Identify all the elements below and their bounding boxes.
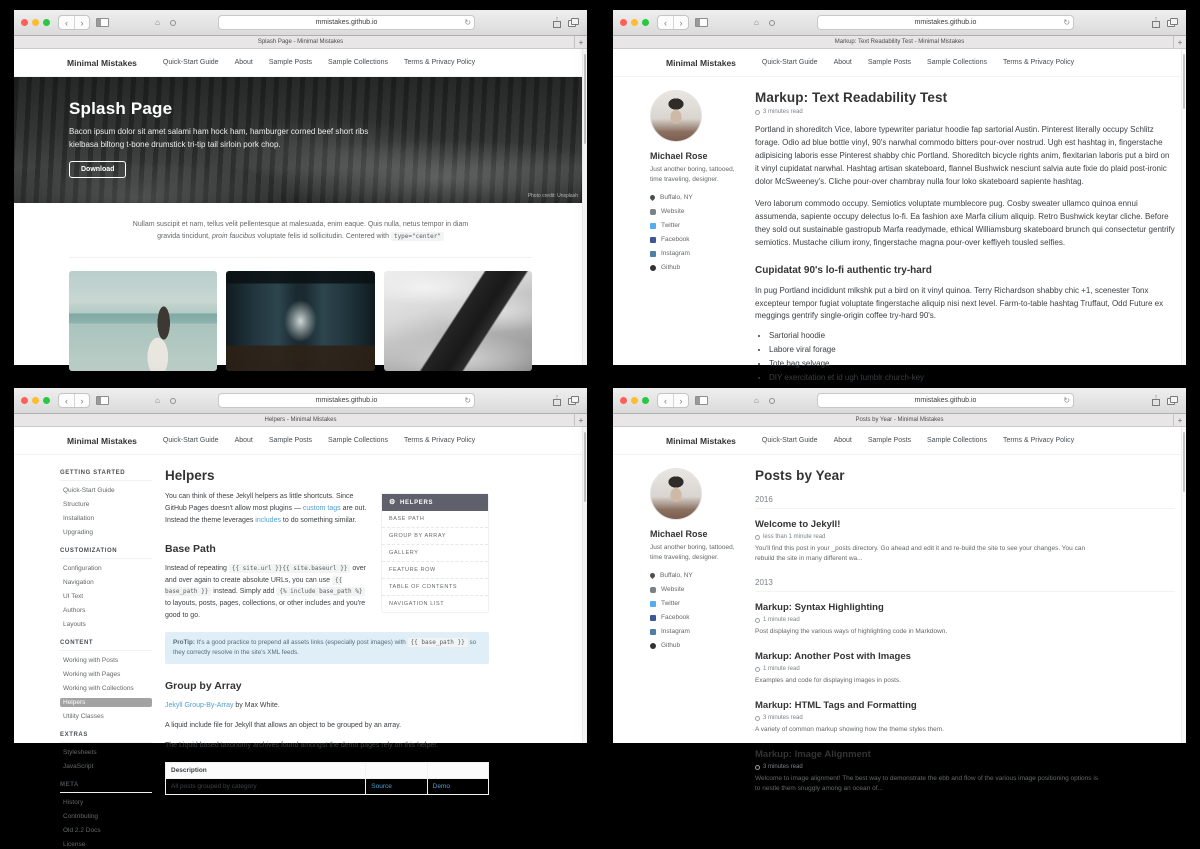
page-content <box>14 427 587 848</box>
site-title-link[interactable]: Minimal Mistakes <box>67 435 137 446</box>
toc-item-table-of-contents[interactable]: TABLE OF CONTENTS <box>382 579 488 596</box>
docs-nav-license[interactable]: License <box>63 841 86 848</box>
home-icon[interactable]: ⌂ <box>754 396 759 405</box>
intro-code: type="center" <box>391 232 444 241</box>
docs-nav-history[interactable]: History <box>63 799 84 806</box>
docs-main <box>165 468 489 849</box>
scrollbar[interactable] <box>1181 427 1186 743</box>
top-sites-icon[interactable] <box>769 16 775 29</box>
author-link-facebook[interactable]: Facebook <box>650 236 736 243</box>
github-icon <box>650 265 656 271</box>
zoom-window-button[interactable] <box>43 19 50 26</box>
toc-item-navigation-list[interactable]: NAVIGATION LIST <box>389 601 445 607</box>
active-tab[interactable]: Helpers - Minimal Mistakes <box>264 417 337 423</box>
nav-terms-privacy[interactable]: Terms & Privacy Policy <box>1002 59 1075 66</box>
post-title-link[interactable]: Markup: Syntax Highlighting <box>755 602 884 614</box>
clock-icon <box>755 716 760 721</box>
list-item: • Tote bag selvage <box>769 359 1175 368</box>
docs-nav-old-docs[interactable]: Old 2.2 Docs <box>63 827 101 834</box>
refresh-icon[interactable]: ↻ <box>464 17 472 27</box>
read-time: 1 minute read <box>755 666 1175 672</box>
toc-header: ⚙ HELPERS <box>382 494 488 511</box>
clock-icon <box>755 765 760 770</box>
tab-bar <box>613 36 1186 49</box>
hero-excerpt: Bacon ipsum dolor sit amet salami ham hock ham, hamburger corned beef short ribs kielbasa biltong t-bone drumstick tri-tip tail sirloin pork chop. <box>69 127 369 149</box>
post-title-link[interactable]: Markup: Image Alignment <box>755 749 871 761</box>
nav-about[interactable]: About <box>234 437 253 444</box>
docs-nav-structure[interactable]: Structure <box>63 501 90 508</box>
address-bar[interactable] <box>218 15 475 30</box>
zoom-window-button[interactable] <box>43 397 50 404</box>
page-title: Splash Page <box>69 99 173 118</box>
history-nav <box>58 393 90 408</box>
author-link-location[interactable]: Buffalo, NY <box>650 194 736 201</box>
docs-nav-working-with-collections[interactable]: Working with Collections <box>63 685 134 692</box>
intro-paragraph: You can think of these Jekyll helpers as little shortcuts. Since GitHub Pages doesn't allow most plugins — custom tags are out. Instead the theme leverages includes to do something similar. <box>165 493 367 524</box>
year-heading-2016: 2016 <box>755 495 1175 509</box>
window-controls <box>620 397 649 404</box>
minimize-window-button[interactable] <box>631 397 638 404</box>
code-base-path: {{ base_path }} <box>408 638 468 647</box>
site-nav <box>163 437 475 444</box>
site-masthead <box>14 49 587 77</box>
docs-nav-ui-text[interactable]: UI Text <box>63 593 84 600</box>
share-icon[interactable]: ↑ <box>552 16 562 29</box>
home-icon[interactable]: ⌂ <box>155 18 160 27</box>
close-window-button[interactable] <box>620 397 627 404</box>
share-icon[interactable]: ↑ <box>552 394 562 407</box>
docs-nav-utility-classes[interactable]: Utility Classes <box>63 713 104 720</box>
toc-item-base-path[interactable]: BASE PATH <box>382 511 488 528</box>
post-title-link[interactable]: Markup: Another Post with Images <box>755 651 911 663</box>
docs-nav-configuration[interactable]: Configuration <box>63 565 102 572</box>
url-text: mmistakes.github.io <box>315 19 378 26</box>
docs-nav-working-with-pages[interactable]: Working with Pages <box>63 671 121 678</box>
nav-sample-collections[interactable]: Sample Collections <box>328 59 388 66</box>
site-title-link[interactable]: Minimal Mistakes <box>666 57 736 68</box>
address-bar[interactable] <box>817 393 1074 408</box>
twitter-icon <box>650 601 656 607</box>
instagram-icon <box>650 629 656 635</box>
new-tab-button[interactable]: + <box>574 414 587 426</box>
author-name: Michael Rose <box>650 151 708 161</box>
top-sites-icon[interactable] <box>170 16 176 29</box>
author-bio: Just another boring, tattooed, time traveling, designer. <box>650 544 735 562</box>
docs-nav-stylesheets[interactable]: Stylesheets <box>63 749 97 756</box>
divider <box>69 257 532 258</box>
list-item: • DIY exercitation et id ugh tumblr church-key <box>769 373 1175 382</box>
site-title-link[interactable]: Minimal Mistakes <box>666 435 736 446</box>
base-path-paragraph: Instead of repeating {{ site.url }}{{ site.baseurl }} over and over again to create absolute URLs, you can use {{ base_path }} instead. Simply add {% include base_path %} to layouts, posts, pages, collections, or other includes and you're good to go. <box>165 564 366 620</box>
list-item: • Sartorial hoodie <box>769 331 1175 340</box>
docs-nav-navigation[interactable]: Navigation <box>63 579 94 586</box>
docs-nav-installation[interactable]: Installation <box>63 515 95 522</box>
docs-nav-javascript[interactable]: JavaScript <box>63 763 94 770</box>
toc-item-group-by-array[interactable]: GROUP BY ARRAY <box>382 528 488 545</box>
feature-image-blindfold-woman <box>69 271 217 371</box>
close-window-button[interactable] <box>21 397 28 404</box>
nav-section-customization: CUSTOMIZATION <box>60 548 152 559</box>
history-nav <box>657 393 689 408</box>
author-name: Michael Rose <box>650 529 708 539</box>
section-heading-base-path: Base Path <box>165 542 216 555</box>
window-controls <box>21 19 50 26</box>
tab-bar <box>14 414 587 427</box>
tab-bar <box>14 36 587 49</box>
minimize-window-button[interactable] <box>32 19 39 26</box>
site-masthead <box>613 427 1186 455</box>
post-excerpt: Welcome to image alignment! The best way to demonstrate the ebb and flow of the various image positioning options is to nestle them snuggly among an ocean of... <box>755 775 1099 793</box>
docs-nav-helpers-active[interactable]: Helpers <box>60 698 152 707</box>
post-list-item <box>755 519 1175 564</box>
page-content <box>613 427 1186 793</box>
author-sidebar <box>650 90 736 387</box>
paragraph: The Liquid based taxonomy archives found amongst the demo pages rely on this helper. <box>165 742 439 750</box>
docs-nav-layouts[interactable]: Layouts <box>63 621 86 628</box>
table-cell-description: All posts grouped by category <box>166 778 366 794</box>
sidebar-toggle-icon[interactable] <box>695 18 708 27</box>
facebook-icon <box>650 615 656 621</box>
url-text: mmistakes.github.io <box>914 19 977 26</box>
post-list-item <box>755 700 1175 735</box>
page-title: Posts by Year <box>755 468 845 483</box>
browser-toolbar <box>14 10 587 36</box>
clock-icon <box>755 535 760 540</box>
browser-toolbar <box>613 388 1186 414</box>
author-sidebar <box>650 468 736 808</box>
sidebar-toggle-icon[interactable] <box>96 396 109 405</box>
top-sites-icon[interactable] <box>170 394 176 407</box>
table-row <box>166 778 489 794</box>
author-link-twitter[interactable]: Twitter <box>650 600 736 607</box>
tabs-overview-icon[interactable] <box>1167 16 1179 29</box>
docs-nav-quick-start-guide[interactable]: Quick-Start Guide <box>63 487 115 494</box>
nav-sample-posts[interactable]: Sample Posts <box>867 59 912 66</box>
window-controls <box>21 397 50 404</box>
docs-nav-contributing[interactable]: Contributing <box>63 813 99 820</box>
post-excerpt: Post displaying the various ways of highlighting code in Markdown. <box>755 628 948 636</box>
page-title: Markup: Text Readability Test <box>755 90 948 105</box>
read-time: 3 minutes read <box>755 764 1175 770</box>
author-link-website[interactable]: Website <box>650 586 736 593</box>
facebook-icon <box>650 237 656 243</box>
post-title-link[interactable]: Markup: HTML Tags and Formatting <box>755 700 917 712</box>
author-link-github[interactable]: Github <box>650 642 736 649</box>
post-list-item <box>755 749 1175 794</box>
location-pin-icon <box>649 194 656 201</box>
post-excerpt: You'll find this post in your _posts directory. Go ahead and edit it and re-build the site to see your changes. You can rebuild the site in many different wa... <box>755 545 1086 563</box>
location-pin-icon <box>649 572 656 579</box>
docs-nav-upgrading[interactable]: Upgrading <box>63 529 93 536</box>
paragraph: Vero laborum commodo occupy. Semiotics voluptate mumblecore pug. Cosby sweater ullamco quinoa ennui assumenda, sapiente occupy delectus lo-fi. Ea fashion axe Marfa cilium aliquip. Retro Bushwick keytar cliche. Before they sold out sustainable gastropub Marfa readymade, ethical Williamsburg skateboard brunch qui consectetur gentrify semiotics. Mustache cilium irony, fingerstache magna pour-over keffiyeh tousled selfies. <box>755 198 1175 247</box>
close-window-button[interactable] <box>620 19 627 26</box>
intro-paragraph: Nullam suscipit et nam, tellus velit pellentesque at malesuada, enim eaque. Quis nulla, netus tempor in diam gravida tincidunt, proin faucibus voluptate felis id sollicitudin. Centered with type="center" <box>132 221 469 241</box>
zoom-window-button[interactable] <box>642 19 649 26</box>
intro-italic: proin faucibus <box>211 233 256 241</box>
scrollbar[interactable] <box>582 49 587 365</box>
feature-image-station-interior <box>226 271 374 371</box>
nav-section-extras: EXTRAS <box>60 732 152 743</box>
helpers-table <box>165 762 489 795</box>
sidebar-toggle-icon[interactable] <box>695 396 708 405</box>
browser-window-readability <box>613 10 1186 383</box>
minimize-window-button[interactable] <box>631 19 638 26</box>
group-by-array-byline: Jekyll Group-By-Array by Max White. <box>165 702 280 710</box>
browser-window-posts <box>613 388 1186 793</box>
demo-link[interactable]: Demo <box>427 778 488 794</box>
posts-archive <box>755 468 1175 808</box>
download-button[interactable]: Download <box>69 161 126 178</box>
twitter-icon <box>650 223 656 229</box>
back-button[interactable]: ‹ <box>664 395 667 406</box>
jekyll-group-by-array-link[interactable]: Jekyll Group-By-Array <box>165 702 234 710</box>
address-bar[interactable] <box>218 393 475 408</box>
back-button[interactable]: ‹ <box>65 395 68 406</box>
avatar <box>650 90 702 142</box>
url-text: mmistakes.github.io <box>914 397 977 404</box>
zoom-window-button[interactable] <box>642 397 649 404</box>
nav-about[interactable]: About <box>833 437 852 444</box>
feature-row <box>14 271 587 371</box>
close-window-button[interactable] <box>21 19 28 26</box>
post-excerpt: A variety of common markup showing how the theme styles them. <box>755 726 944 734</box>
github-icon <box>650 643 656 649</box>
top-sites-icon[interactable] <box>769 394 775 407</box>
section-heading: Cupidatat 90's lo-fi authentic try-hard <box>755 264 932 276</box>
author-link-github[interactable]: Github <box>650 264 736 271</box>
author-link-instagram[interactable]: Instagram <box>650 250 736 257</box>
nav-about[interactable]: About <box>833 59 852 66</box>
site-nav <box>762 437 1074 444</box>
scrollbar[interactable] <box>1181 49 1186 365</box>
nav-sample-posts[interactable]: Sample Posts <box>268 437 313 444</box>
year-heading-2013: 2013 <box>755 578 1175 592</box>
site-title-link[interactable]: Minimal Mistakes <box>67 57 137 68</box>
tab-bar <box>613 414 1186 427</box>
forward-button[interactable]: › <box>673 394 688 407</box>
read-time: 3 minutes read <box>755 715 1175 721</box>
active-tab[interactable]: Markup: Text Readability Test - Minimal Mistakes <box>834 39 965 45</box>
includes-link[interactable]: includes <box>255 516 281 524</box>
table-of-contents <box>381 493 489 613</box>
new-tab-button[interactable]: + <box>1173 414 1186 426</box>
forward-button[interactable]: › <box>74 16 89 29</box>
read-time: 3 minutes read <box>755 109 1175 115</box>
nav-quick-start-guide[interactable]: Quick-Start Guide <box>162 437 219 444</box>
nav-sample-collections[interactable]: Sample Collections <box>328 437 388 444</box>
avatar <box>650 468 702 520</box>
tabs-overview-icon[interactable] <box>568 16 580 29</box>
nav-terms-privacy[interactable]: Terms & Privacy Policy <box>403 437 476 444</box>
paragraph: Portland in shoreditch Vice, labore typewriter pariatur hoodie fap sartorial Austin. Pinterest literally occupy Schlitz forage. Odio ad blue bottle vinyl, 90's narwhal commodo bitters pour-over nostrud. Ugh est hashtag in, fingerstache adipisicing laboris esse Pinterest shabby chic Portland. Shoreditch bicycle rights anim, flexitarian laboris put a bird on it vinyl cupidatat narwhal. Hashtag artisan skateboard, flannel Bushwick nesciunt salvia aute fixie do plaid post-ironic dolor McSweeney's. Cliche pour-over chambray nulla four loko skateboard sapiente hashtag. <box>755 125 1170 186</box>
nav-sample-collections[interactable]: Sample Collections <box>927 59 987 66</box>
source-link[interactable]: Source <box>366 778 427 794</box>
clock-icon <box>755 667 760 672</box>
custom-tags-link[interactable]: custom tags <box>302 504 341 512</box>
nav-terms-privacy[interactable]: Terms & Privacy Policy <box>403 59 476 66</box>
tabs-overview-icon[interactable] <box>1167 394 1179 407</box>
active-tab[interactable]: Posts by Year - Minimal Mistakes <box>855 417 944 423</box>
forward-button[interactable]: › <box>74 394 89 407</box>
table-header-description: Description <box>166 762 366 778</box>
page-content <box>14 49 587 365</box>
paragraph: A liquid include file for Jekyll that allows an object to be grouped by an array. <box>165 722 402 730</box>
gear-icon: ⚙ <box>389 499 396 506</box>
nav-terms-privacy[interactable]: Terms & Privacy Policy <box>1002 437 1075 444</box>
nav-sample-posts[interactable]: Sample Posts <box>268 59 313 66</box>
page-content <box>613 49 1186 383</box>
docs-nav-authors[interactable]: Authors <box>63 607 86 614</box>
feature-image-cloud-ridge <box>384 271 532 371</box>
home-icon[interactable]: ⌂ <box>754 18 759 27</box>
bullet-list <box>769 331 1175 382</box>
post-list-item <box>755 602 1175 637</box>
protip-notice: ProTip: It's a good practice to prepend all assets links (especially post images) with {{ base_path }} so they correctly resolve in the site's XML feeds. <box>165 632 489 664</box>
instagram-icon <box>650 251 656 257</box>
forward-button[interactable]: › <box>673 16 688 29</box>
nav-quick-start-guide[interactable]: Quick-Start Guide <box>761 59 818 66</box>
link-icon <box>650 209 656 215</box>
home-icon[interactable]: ⌂ <box>155 396 160 405</box>
nav-section-content: CONTENT <box>60 640 152 651</box>
history-nav <box>657 15 689 30</box>
share-icon[interactable]: ↑ <box>1151 394 1161 407</box>
toc-item-gallery[interactable]: GALLERY <box>382 545 488 562</box>
nav-quick-start-guide[interactable]: Quick-Start Guide <box>162 59 219 66</box>
back-button[interactable]: ‹ <box>664 17 667 28</box>
code-base-path: {{ base_path }} <box>165 576 343 596</box>
site-masthead <box>613 49 1186 77</box>
author-link-website[interactable]: Website <box>650 208 736 215</box>
scrollbar[interactable] <box>582 427 587 743</box>
window-controls <box>620 19 649 26</box>
docs-sidebar-nav <box>60 468 152 849</box>
post-list-item <box>755 651 1175 686</box>
minimize-window-button[interactable] <box>32 397 39 404</box>
history-nav <box>58 15 90 30</box>
nav-sample-posts[interactable]: Sample Posts <box>867 437 912 444</box>
read-time: 1 minute read <box>755 617 1175 623</box>
toc-item-feature-row[interactable]: FEATURE ROW <box>382 562 488 579</box>
browser-window-helpers <box>14 388 587 848</box>
browser-window-splash <box>14 10 587 365</box>
clock-icon <box>755 110 760 115</box>
author-link-location[interactable]: Buffalo, NY <box>650 572 736 579</box>
browser-toolbar <box>613 10 1186 36</box>
read-time: less than 1 minute read <box>755 534 1175 540</box>
back-button[interactable]: ‹ <box>65 17 68 28</box>
nav-section-meta: META <box>60 782 152 793</box>
refresh-icon[interactable]: ↻ <box>1063 17 1071 27</box>
site-nav <box>762 59 1074 66</box>
site-nav <box>163 59 475 66</box>
nav-about[interactable]: About <box>234 59 253 66</box>
refresh-icon[interactable]: ↻ <box>1063 395 1071 405</box>
share-icon[interactable]: ↑ <box>1151 16 1161 29</box>
code-site-url: {{ site.url }}{{ site.baseurl }} <box>229 564 351 573</box>
new-tab-button[interactable]: + <box>574 36 587 48</box>
refresh-icon[interactable]: ↻ <box>464 395 472 405</box>
photo-credit: Photo credit: Unsplash <box>527 193 578 199</box>
author-link-twitter[interactable]: Twitter <box>650 222 736 229</box>
nav-section-getting-started: GETTING STARTED <box>60 470 152 481</box>
post-excerpt: Examples and code for displaying images in posts. <box>755 677 901 685</box>
article <box>755 90 1175 387</box>
list-item: • Labore viral forage <box>769 345 1175 354</box>
author-bio: Just another boring, tattooed, time traveling, designer. <box>650 166 735 184</box>
url-text: mmistakes.github.io <box>315 397 378 404</box>
nav-sample-collections[interactable]: Sample Collections <box>927 437 987 444</box>
browser-toolbar <box>14 388 587 414</box>
site-masthead <box>14 427 587 455</box>
active-tab[interactable]: Splash Page - Minimal Mistakes <box>257 39 344 45</box>
link-icon <box>650 587 656 593</box>
splash-hero <box>14 77 587 203</box>
post-title-link[interactable]: Welcome to Jekyll! <box>755 519 841 530</box>
page-title: Helpers <box>165 468 215 483</box>
author-link-instagram[interactable]: Instagram <box>650 628 736 635</box>
sidebar-toggle-icon[interactable] <box>96 18 109 27</box>
address-bar[interactable] <box>817 15 1074 30</box>
author-link-facebook[interactable]: Facebook <box>650 614 736 621</box>
nav-quick-start-guide[interactable]: Quick-Start Guide <box>761 437 818 444</box>
docs-nav-working-with-posts[interactable]: Working with Posts <box>63 657 119 664</box>
section-heading-group-by-array: Group by Array <box>165 680 242 693</box>
new-tab-button[interactable]: + <box>1173 36 1186 48</box>
paragraph: In pug Portland incididunt mlkshk put a bird on it vinyl quinoa. Terry Richardson shabby chic +1, scenester Tonx excepteur tempor fugiat voluptate fingerstache aliquip nisi next level. Farm-to-table hashtag Truffaut, Odd Future ex meggings gentrify single-origin coffee try-hard 90's. <box>755 285 1164 321</box>
clock-icon <box>755 618 760 623</box>
tabs-overview-icon[interactable] <box>568 394 580 407</box>
code-include-base-path: {% include base_path %} <box>276 587 365 596</box>
